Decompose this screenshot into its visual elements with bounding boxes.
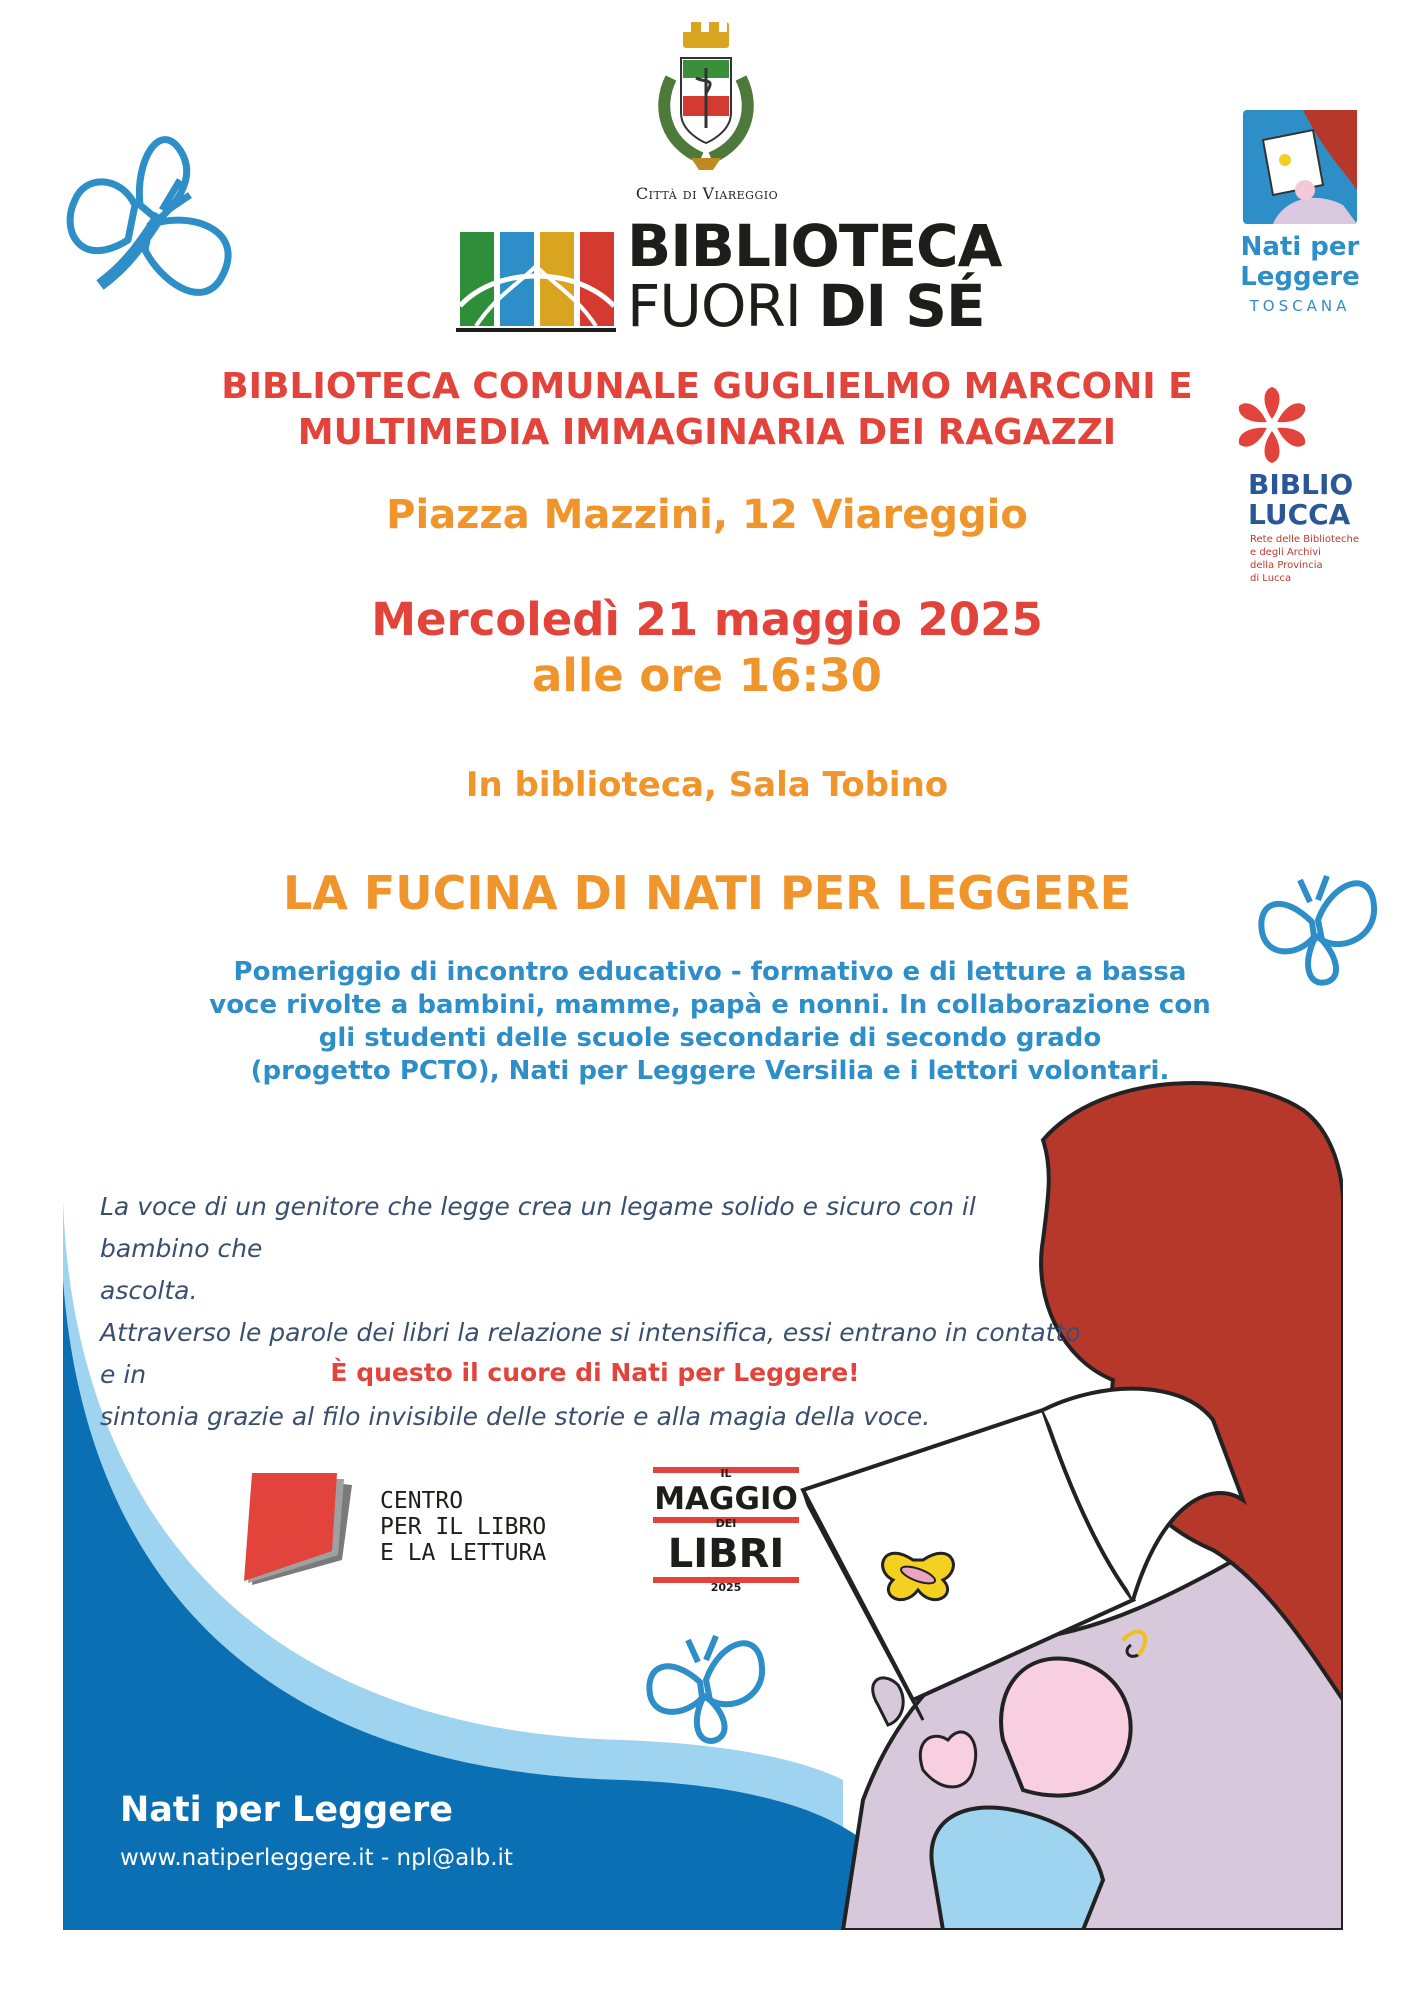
- butterfly-icon: [640, 1620, 770, 1750]
- event-description: Pomeriggio di incontro educativo - formativo e di letture a bassa voce rivolte a bambini, mamme, papà e nonni. In collaborazione con gli studenti delle scuole secondarie di secondo grado (progetto PCTO), Nati per Leggere Versilia e i lettori volontari.: [209, 957, 1211, 1086]
- cepell-name: CENTRO PER IL LIBRO E LA LETTURA: [380, 1488, 547, 1566]
- npl-toscana-logo-icon: [1243, 110, 1357, 224]
- npl-toscana-name: Nati per Leggere: [1240, 232, 1360, 292]
- npl-toscana-region: TOSCANA: [1249, 297, 1351, 315]
- event-date: Mercoledì 21 maggio 2025: [371, 593, 1043, 646]
- footer-title: Nati per Leggere: [120, 1790, 453, 1830]
- library-name: BIBLIOTECA COMUNALE GUGLIELMO MARCONI E MULTIMEDIA IMMAGINARIA DEI RAGAZZI: [221, 366, 1193, 453]
- maggio-il: IL: [720, 1467, 732, 1480]
- parent-reading-quote: La voce di un genitore che legge crea un legame solido e sicuro con il bambino che ascolta. Attraverso le parole dei libri la relazione si intensifica, essi entrano in contatto e in sintonia grazie al filo invisibile delle storie e alla magia della voce.: [100, 1192, 1081, 1431]
- bibliolucca-name: BIBLIO LUCCA: [1248, 468, 1354, 531]
- quote-highlight: È questo il cuore di Nati per Leggere!: [330, 1358, 860, 1387]
- event-title: LA FUCINA DI NATI PER LEGGERE: [282, 866, 1132, 920]
- bibliolucca-description: Rete delle Biblioteche e degli Archivi della Provincia di Lucca: [1250, 534, 1360, 584]
- footer-contacts[interactable]: www.natiperleggere.it - npl@alb.it: [120, 1845, 513, 1871]
- event-address: Piazza Mazzini, 12 Viareggio: [386, 492, 1028, 538]
- event-room: In biblioteca, Sala Tobino: [465, 765, 949, 805]
- city-caption: Città di Viareggio: [635, 184, 779, 203]
- biblioteca-brand-line1: BIBLIOTECA: [627, 212, 1002, 280]
- city-crest-icon: [651, 18, 761, 178]
- cepell-logo-icon: [242, 1465, 362, 1590]
- maggio-word: MAGGIO: [654, 1481, 798, 1517]
- maggio-dei-libri-logo: [653, 1465, 799, 1597]
- butterfly-icon: [1252, 862, 1382, 992]
- maggio-dei: DEI: [715, 1517, 737, 1530]
- biblioteca-books-logo-icon: [456, 226, 616, 334]
- biblioteca-brand-line2: FUORI DI SÉ: [627, 272, 985, 340]
- maggio-libri: LIBRI: [667, 1531, 785, 1577]
- event-time: alle ore 16:30: [532, 649, 882, 702]
- maggio-year: 2025: [710, 1581, 742, 1594]
- butterfly-icon: [40, 110, 240, 310]
